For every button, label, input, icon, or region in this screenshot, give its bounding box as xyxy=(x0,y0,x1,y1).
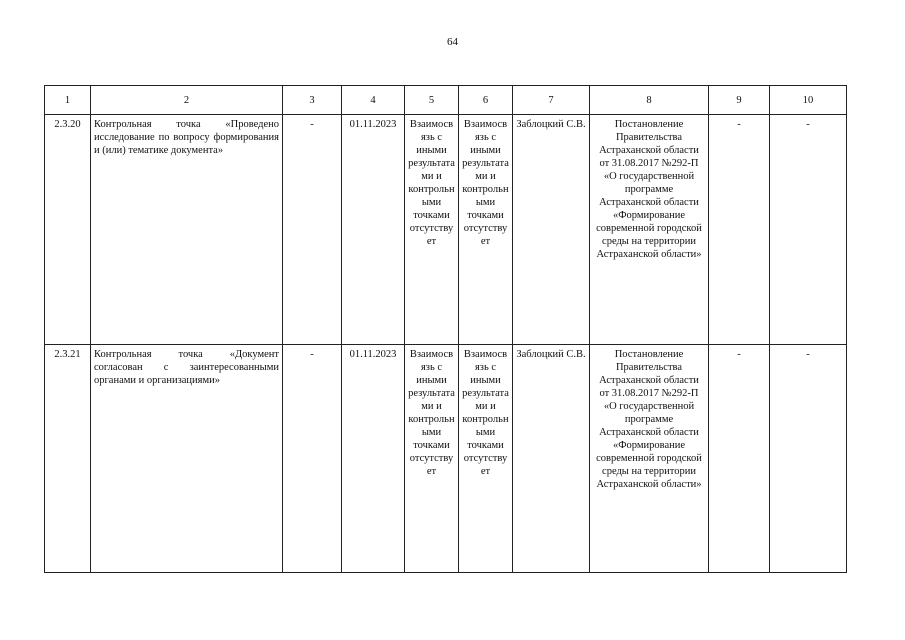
table-row xyxy=(45,115,847,345)
row-number: 2.3.21 xyxy=(45,345,91,573)
row-col5: Взаимосвязь с иными результатами и контрольными точками отсутствует xyxy=(405,345,459,573)
row-date: 01.11.2023 xyxy=(342,115,405,345)
row-col3: - xyxy=(283,345,342,573)
table-row xyxy=(45,345,847,573)
row-col3: - xyxy=(283,115,342,345)
column-header-7: 7 xyxy=(513,86,590,115)
column-header-2: 2 xyxy=(91,86,283,115)
column-header-3: 3 xyxy=(283,86,342,115)
row-col9: - xyxy=(709,345,770,573)
column-header-5: 5 xyxy=(405,86,459,115)
row-col10: - xyxy=(770,345,847,573)
row-date: 01.11.2023 xyxy=(342,345,405,573)
row-col9: - xyxy=(709,115,770,345)
column-header-10: 10 xyxy=(770,86,847,115)
row-number: 2.3.20 xyxy=(45,115,91,345)
row-col5: Взаимосвязь с иными результатами и контрольными точками отсутствует xyxy=(405,115,459,345)
column-header-1: 1 xyxy=(45,86,91,115)
row-col6: Взаимосвязь с иными результатами и контрольными точками отсутствует xyxy=(459,115,513,345)
column-header-6: 6 xyxy=(459,86,513,115)
column-header-9: 9 xyxy=(709,86,770,115)
table-header-row xyxy=(45,86,847,115)
row-col6: Взаимосвязь с иными результатами и контрольными точками отсутствует xyxy=(459,345,513,573)
page-number: 64 xyxy=(447,36,458,48)
row-col10: - xyxy=(770,115,847,345)
row-description: Контрольная точка «Документ согласован с заинтересованными органами и организациями» xyxy=(91,345,283,573)
column-header-8: 8 xyxy=(590,86,709,115)
control-points-table xyxy=(44,85,847,573)
row-document: Постановление Правительства Астраханской области от 31.08.2017 №292-П «О государственной программе Астраханской области «Формирование современной городской среды на территории Астраханской области» xyxy=(590,115,709,345)
row-description: Контрольная точка «Проведено исследование по вопросу формирования и (или) тематике документа» xyxy=(91,115,283,345)
column-header-4: 4 xyxy=(342,86,405,115)
row-responsible: Заблоцкий С.В. xyxy=(513,115,590,345)
row-document: Постановление Правительства Астраханской области от 31.08.2017 №292-П «О государственной программе Астраханской области «Формирование современной городской среды на территории Астраханской области» xyxy=(590,345,709,573)
row-responsible: Заблоцкий С.В. xyxy=(513,345,590,573)
